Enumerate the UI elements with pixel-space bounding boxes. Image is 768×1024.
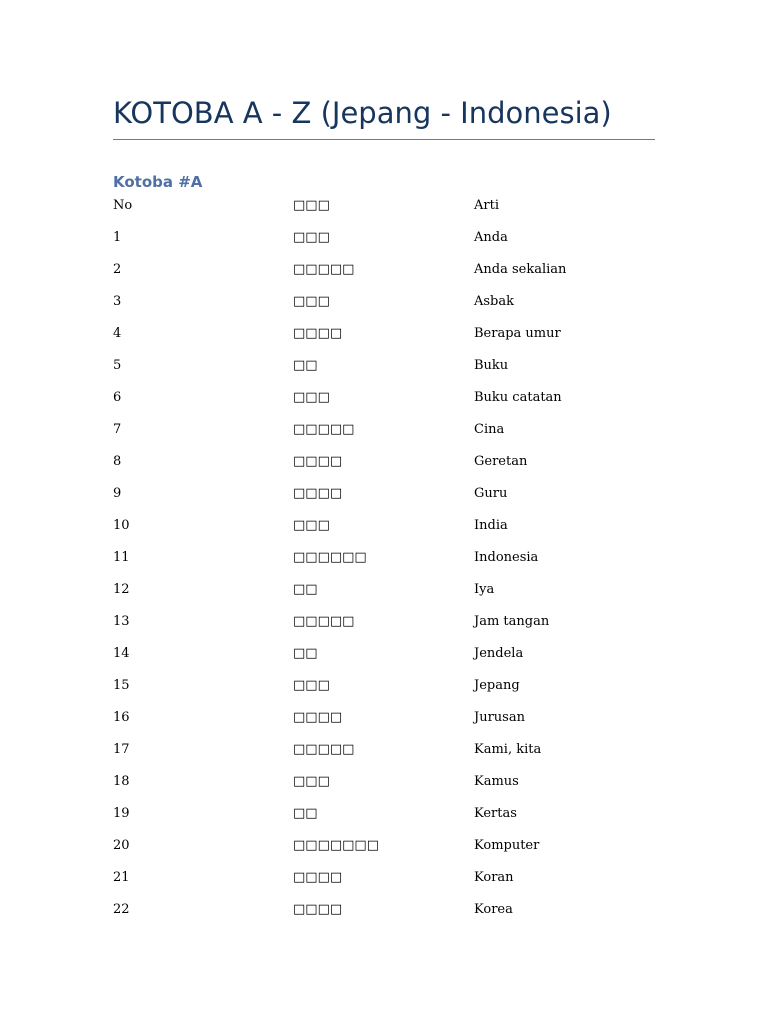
cell-kana: □□□□ xyxy=(293,486,343,501)
cell-no: 7 xyxy=(113,422,122,437)
cell-kana: □□□□□ xyxy=(293,742,355,757)
cell-arti: Geretan xyxy=(474,454,528,469)
cell-arti: Jendela xyxy=(474,646,524,661)
cell-kana: □□ xyxy=(293,358,318,373)
cell-kana: □□ xyxy=(293,646,318,661)
cell-arti: Jurusan xyxy=(474,710,525,725)
cell-arti: Jam tangan xyxy=(474,614,550,629)
cell-kana: □□□□ xyxy=(293,454,343,469)
table-row xyxy=(113,642,653,674)
table-row xyxy=(113,354,653,386)
table-row xyxy=(113,610,653,642)
cell-kana: □□ xyxy=(293,582,318,597)
table-row xyxy=(113,866,653,898)
cell-no: 18 xyxy=(113,774,130,789)
title-underline xyxy=(113,139,655,140)
cell-kana: □□□ xyxy=(293,774,330,789)
cell-arti: India xyxy=(474,518,508,533)
cell-no: 17 xyxy=(113,742,130,757)
table-row xyxy=(113,802,653,834)
header-kana: □□□ xyxy=(293,198,330,213)
cell-arti: Anda sekalian xyxy=(474,262,567,277)
cell-no: 21 xyxy=(113,870,130,885)
cell-kana: □□□□□ xyxy=(293,614,355,629)
cell-arti: Korea xyxy=(474,902,513,917)
table-row xyxy=(113,226,653,258)
cell-arti: Buku catatan xyxy=(474,390,562,405)
cell-no: 4 xyxy=(113,326,122,341)
table-row xyxy=(113,770,653,802)
cell-arti: Iya xyxy=(474,582,495,597)
table-row xyxy=(113,290,653,322)
table-row xyxy=(113,706,653,738)
cell-kana: □□□□□□ xyxy=(293,550,367,565)
cell-no: 15 xyxy=(113,678,130,693)
header-arti: Arti xyxy=(474,198,499,213)
table-row xyxy=(113,834,653,866)
cell-no: 3 xyxy=(113,294,122,309)
cell-arti: Koran xyxy=(474,870,514,885)
table-row xyxy=(113,546,653,578)
cell-no: 2 xyxy=(113,262,122,277)
cell-no: 12 xyxy=(113,582,130,597)
table-row xyxy=(113,386,653,418)
cell-no: 19 xyxy=(113,806,130,821)
cell-arti: Cina xyxy=(474,422,505,437)
header-no: No xyxy=(113,198,133,213)
cell-arti: Berapa umur xyxy=(474,326,561,341)
cell-no: 16 xyxy=(113,710,130,725)
cell-kana: □□□ xyxy=(293,390,330,405)
table-row xyxy=(113,674,653,706)
cell-kana: □□□ xyxy=(293,678,330,693)
cell-arti: Asbak xyxy=(474,294,515,309)
table-row xyxy=(113,322,653,354)
table-header-row xyxy=(113,194,653,226)
cell-arti: Kami, kita xyxy=(474,742,542,757)
cell-no: 13 xyxy=(113,614,130,629)
table-row xyxy=(113,258,653,290)
cell-arti: Komputer xyxy=(474,838,540,853)
table-row xyxy=(113,450,653,482)
cell-arti: Kamus xyxy=(474,774,519,789)
cell-no: 14 xyxy=(113,646,130,661)
cell-arti: Kertas xyxy=(474,806,517,821)
table-row xyxy=(113,738,653,770)
cell-kana: □□□ xyxy=(293,518,330,533)
table-row xyxy=(113,898,653,930)
cell-arti: Guru xyxy=(474,486,508,501)
cell-kana: □□ xyxy=(293,806,318,821)
cell-arti: Buku xyxy=(474,358,509,373)
cell-arti: Indonesia xyxy=(474,550,539,565)
cell-arti: Jepang xyxy=(474,678,520,693)
cell-kana: □□□□ xyxy=(293,902,343,917)
cell-kana: □□□ xyxy=(293,230,330,245)
cell-no: 10 xyxy=(113,518,130,533)
cell-kana: □□□□□ xyxy=(293,262,355,277)
table-row xyxy=(113,578,653,610)
cell-kana: □□□□ xyxy=(293,326,343,341)
cell-no: 22 xyxy=(113,902,130,917)
document-title: KOTOBA A - Z (Jepang - Indonesia) xyxy=(113,96,612,130)
cell-kana: □□□□□ xyxy=(293,422,355,437)
table-row xyxy=(113,418,653,450)
cell-kana: □□□□□□□ xyxy=(293,838,379,853)
section-heading: Kotoba #A xyxy=(113,173,203,191)
cell-no: 11 xyxy=(113,550,130,565)
cell-no: 6 xyxy=(113,390,122,405)
table-row xyxy=(113,514,653,546)
cell-kana: □□□□ xyxy=(293,870,343,885)
cell-kana: □□□□ xyxy=(293,710,343,725)
cell-no: 1 xyxy=(113,230,122,245)
table-row xyxy=(113,482,653,514)
cell-no: 9 xyxy=(113,486,122,501)
cell-no: 5 xyxy=(113,358,122,373)
cell-arti: Anda xyxy=(474,230,508,245)
cell-no: 20 xyxy=(113,838,130,853)
vocabulary-table xyxy=(113,194,653,930)
cell-no: 8 xyxy=(113,454,122,469)
cell-kana: □□□ xyxy=(293,294,330,309)
